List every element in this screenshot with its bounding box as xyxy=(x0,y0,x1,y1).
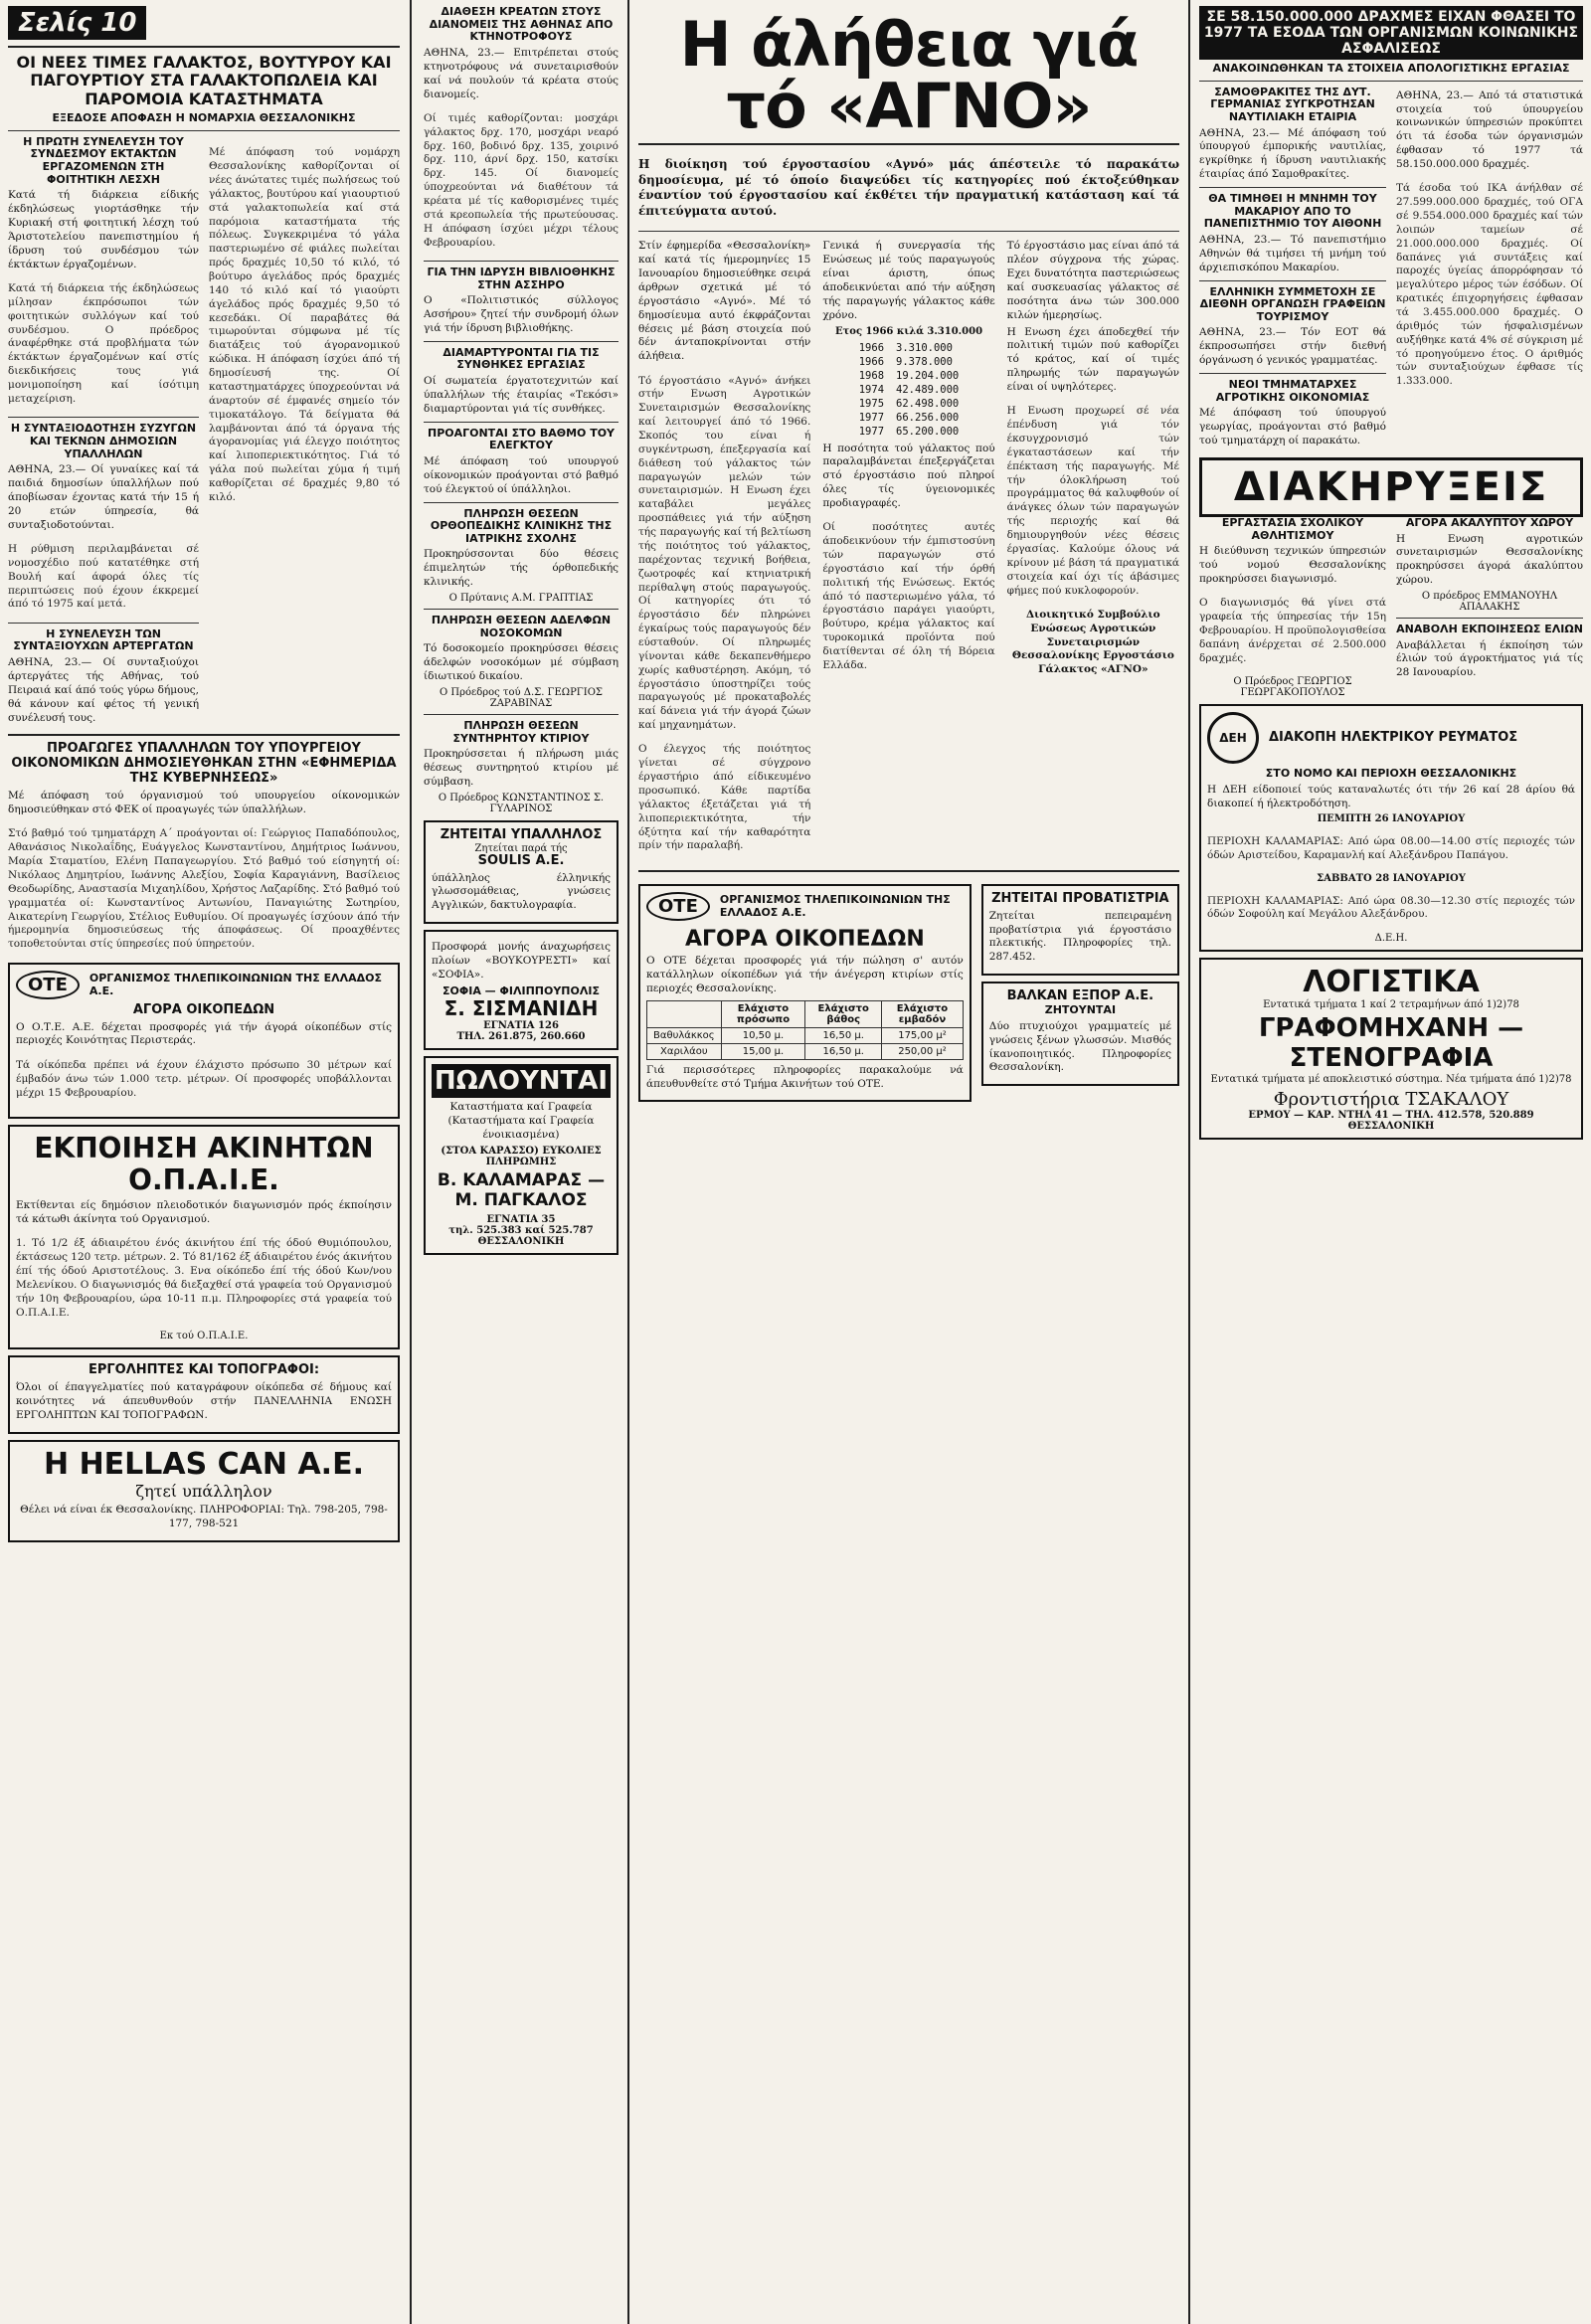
ote-logo: ΟΤΕ xyxy=(646,892,710,921)
production-row xyxy=(853,383,966,397)
ote-plots-title: ΑΓΟΡΑ ΟΙΚΟΠΕΔΩΝ xyxy=(684,926,925,952)
decl3-title: ΑΝΑΒΟΛΗ ΕΚΠΟΙΗΣΕΩΣ ΕΛΙΩΝ xyxy=(1396,622,1583,635)
soulis-text: ύπάλληλος έλληνικής γλωσσομάθειας, γνώσεις Αγγλικών, δακτυλογραφία. xyxy=(432,871,611,912)
sale-ad xyxy=(424,1056,619,1255)
deh-logo: ΔΕΗ xyxy=(1207,712,1259,764)
decl2-signature: Ο πρόεδρος ΕΜΜΑΝΟΥΗΛ ΑΠΑΛΑΚΗΣ xyxy=(1421,590,1558,613)
production-table xyxy=(853,341,966,439)
deh-title: ΔΙΑΚΟΠΗ ΗΛΕΚΤΡΙΚΟΥ ΡΕΥΜΑΤΟΣ xyxy=(1269,729,1518,745)
production-caption: Ετος 1966 κιλά 3.310.000 xyxy=(834,325,983,337)
building-signature: Ο Πρόεδρος ΚΩΝΣΤΑΝΤΙΝΟΣ Σ. ΓΥΛΑΡΙΝΟΣ xyxy=(438,792,605,814)
agno-body-e: Η Ενωση έχει άποδεχθεί τήν πολιτική τιμών πού καθορίζει τό κράτος, καί οί τιμές πληρωμής τών παραγωγών είναι οί υψηλότερες. xyxy=(1006,325,1179,393)
promote-text: Μέ άπόφαση τού υπουργού οίκονομικών προάγονται στό βαθμό τού έλεγκτού οί ύπάλληλοι. xyxy=(424,454,619,495)
hellas-can-title: Η HELLAS CAN Α.Ε. xyxy=(44,1446,364,1482)
plots-cell-depth: 16,50 μ. xyxy=(805,1027,882,1043)
deh-sub: ΣΤΟ ΝΟΜΟ ΚΑΙ ΠΕΡΙΟΧΗ ΘΕΣΣΑΛΟΝΙΚΗΣ xyxy=(1265,767,1517,781)
plots-row xyxy=(647,1043,964,1059)
travel-ad xyxy=(424,930,619,1050)
production-year: 1974 xyxy=(858,383,885,396)
clinic-text: Προκηρύσσονται δύο θέσεις έπιμελητών τής όρθοπεδικής κλινικής. xyxy=(424,548,619,589)
log-text2: Εντατικά τμήματα μέ αποκλειστικό σύστημα. Νέα τμήματα άπό 1)2)78 xyxy=(1210,1074,1572,1086)
plots-cell-front: 10,50 μ. xyxy=(721,1027,805,1043)
production-year: 1968 xyxy=(858,369,885,382)
production-kg: 42.489.000 xyxy=(896,383,960,396)
plots-cell-area: Βαθυλάκκος xyxy=(647,1027,722,1043)
engineers-text: Όλοι οί έπαγγελματίες πού καταγράφουν οίκόπεδα σέ δήμους καί κοινότητες νά άπευθυνθούν στήν ΠΑΝΕΛΛΗΝΙΑ ΕΝΩΣΗ ΕΡΓΟΛΗΠΤΩΝ ΚΑΙ ΤΟΠΟΓΡΑΦΩΝ. xyxy=(16,1381,392,1421)
agno-body-c: Η ποσότητα τού γάλακτος πού παραλαμβάνεται έπεξεργάζεται στό έργοστάσιο πού πληροί όλες τίς ύγειονομικές προδιαγραφές. xyxy=(822,442,995,509)
travel-text: Προσφορά μονής άναχωρήσεις πλοίων «ΒΟΥΚΟΥΡΕΣΤΙ» καί «ΣΟΦΙΑ». xyxy=(432,941,611,981)
bakers-text: ΑΘΗΝΑ, 23.— Οί συνταξιούχοι άρτεργάτες τής Αθήνας, τού Πειραιά καί άπό τούς γύρω δήμους, θά κάνουν καί φέτος τή γενική συνέλευσή τους. xyxy=(8,656,199,724)
insurance-banner: ΣΕ 58.150.000.000 ΔΡΑΧΜΕΣ ΕΙΧΑΝ ΦΘΑΣΕΙ ΤΟ 1977 ΤΑ ΕΣΟΔΑ ΤΩΝ ΟΡΓΑΝΙΣΜΩΝ ΚΟΙΝΩΝΙΚΗΣ ΑΣΦΑΛΙΣΕΩΣ xyxy=(1199,6,1583,60)
agno-body-a: Στίν έφημερίδα «Θεσσαλονίκη» καί κατά τίς ήμερομηνίες 15 Ιανουαρίου δημοσιεύθηκε σειρά άρθρων σχετικά μέ τό έργοστάσιο «Αγνό». Μέ τό δημοσίευμα αυτό έκφράζονται θέσεις μέ βάση στοιχεία πού δέν άνταποκρίνονται στήν άλήθεια. xyxy=(638,240,811,363)
decl2-text: Η Ενωση αγροτικών συνεταιρισμών Θεσσαλονίκης προκηρύσσει άγορά άκαλύπτου χώρου. xyxy=(1396,532,1583,587)
ote-org-name: ΟΡΓΑΝΙΣΜΟΣ ΤΗΛΕΠΙΚΟΙΝΩΝΙΩΝ ΤΗΣ ΕΛΛΑΔΟΣ Α.Ε. xyxy=(88,972,383,998)
plots-cell-depth: 16,50 μ. xyxy=(805,1043,882,1059)
plots-header xyxy=(647,1000,722,1027)
production-kg: 62.498.000 xyxy=(896,397,960,410)
soulis-name: SOULIS Α.Ε. xyxy=(477,852,565,868)
plots-table xyxy=(646,1000,964,1060)
nurse-signature: Ο Πρόεδρος τού Δ.Σ. ΓΕΩΡΓΙΟΣ ΖΑΡΑΒΙΝΑΣ xyxy=(440,686,603,709)
promotions-text: Μέ άπόφαση τού όργανισμού τού υπουργείου οίκονομικών δημοσιεύθηκαν στό ΦΕΚ οί προαγωγές τών ύπαλλήλων. xyxy=(8,790,400,816)
agno-body-d: Τό έργοστάσιο μας είναι άπό τά πλέον σύγχρονα τής χώρας. Εχει δυνατότητα παστεριώσεως καί συσκευασίας γάλακτος σέ ποσότητα άνω τών 300.000 κιλών ήμερησίως. xyxy=(1006,240,1179,321)
plots-header: Ελάχιστο βάθος xyxy=(805,1000,882,1027)
production-row xyxy=(853,411,966,425)
makarios-text: ΑΘΗΝΑ, 23.— Τό πανεπιστήμιο Αθηνών θά τιμήσει τή μνήμη τού άρχιεπισκόπου Μακαρίου. xyxy=(1199,233,1386,273)
engineers-ad xyxy=(8,1355,400,1434)
deh-signature: Δ.Ε.Η. xyxy=(1374,932,1408,944)
production-kg: 3.310.000 xyxy=(896,341,953,354)
meeting-text: Κατά τή διάρκεια είδικής έκδηλώσεως γιορτάσθηκε τήν Κυριακή στή φοιτητική λέσχη τού Άριστοτελείου πανεπιστημίου ή ίδρυση τού συνδέσμου τών έκτάκτων έργαζομένων. xyxy=(8,189,199,270)
plots-cell-size: 250,00 μ² xyxy=(882,1043,964,1059)
column-rule xyxy=(627,0,629,2324)
production-row xyxy=(853,369,966,383)
wanted-text: Ζητείται πεπειραμένη προβατίστρια γιά έργοστάσιο πλεκτικής. Πληροφορίες τηλ. 287.452. xyxy=(988,909,1171,964)
clinic-signature: Ο Πρύτανις Α.Μ. ΓΡΑΠΤΙΑΣ xyxy=(448,593,594,605)
production-year: 1977 xyxy=(858,425,885,438)
balkan-title: ΒΑΛΚΑΝ ΕΞΠΟΡ Α.Ε. xyxy=(1006,988,1154,1004)
tourism-headline: ΕΛΛΗΝΙΚΗ ΣΥΜΜΕΤΟΧΗ ΣΕ ΔΙΕΘΝΗ ΟΡΓΑΝΩΣΗ ΓΡΑΦΕΙΩΝ ΤΟΥΡΙΣΜΟΥ xyxy=(1199,284,1386,323)
opaie-text: Εκτίθενται είς δημόσιον πλειοδοτικόν διαγωνισμόν πρός έκποίησιν τά κάτωθι άκίνητα τού Οργανισμού. xyxy=(16,1199,392,1226)
soulis-sub: Ζητείται παρά τής xyxy=(474,842,568,854)
promote-headline: ΠΡΟΑΓΟΝΤΑΙ ΣΤΟ ΒΑΘΜΟ ΤΟΥ ΕΛΕΓΚΤΟΥ xyxy=(427,426,616,452)
shipping-text: ΑΘΗΝΑ, 23.— Μέ άπόφαση τού ύπουργού έμπορικής ναυτιλίας, εγκρίθηκε ή ίδρυση ναυτιλιακής έταιρίας άπό Σαμοθρακίτες. xyxy=(1199,126,1386,181)
log-title: ΛΟΓΙΣΤΙΚΑ xyxy=(1303,964,1480,999)
finance-text: Μέ άπόφαση τού ύπουργού γεωργίας, προάγονται στό βαθμό τού τμηματάρχη οί παρακάτω. xyxy=(1199,407,1386,447)
building-headline: ΠΛΗΡΩΣΗ ΘΕΣΕΩΝ ΣΥΝΤΗΡΗΤΟΥ ΚΤΙΡΙΟΥ xyxy=(452,718,590,745)
wanted-ad xyxy=(981,884,1179,976)
soulis-title: ΖΗΤΕΙΤΑΙ ΥΠΑΛΛΗΛΟΣ xyxy=(440,826,603,842)
production-year: 1966 xyxy=(858,355,885,368)
plots-cell-front: 15,00 μ. xyxy=(721,1043,805,1059)
makarios-headline: ΘΑ ΤΙΜΗΘΕΙ Η ΜΝΗΜΗ ΤΟΥ ΜΑΚΑΡΙΟΥ ΑΠΟ ΤΟ ΠΑΝΕΠΙΣΤΗΜΙΟ ΤΟΥ ΑΙΘΟΝΗ xyxy=(1203,192,1382,231)
travel-address: ΕΓΝΑΤΙΑ 126 xyxy=(483,1020,559,1032)
travel-agent: Σ. ΣΙΣΜΑΝΙΔΗ xyxy=(443,996,599,1021)
decl1-signature: Ο Πρόεδρος ΓΕΩΡΓΙΟΣ ΓΕΩΡΓΑΚΟΠΟΥΛΟΣ xyxy=(1233,676,1352,699)
protest-headline: ΔΙΑΜΑΡΤΥΡΟΝΤΑΙ ΓΙΑ ΤΙΣ ΣΥΝΘΗΚΕΣ ΕΡΓΑΣΙΑΣ xyxy=(442,345,600,372)
plots-row xyxy=(647,1027,964,1043)
decl1-title: ΕΡΓΑΣΤΑΣΙΑ ΣΧΟΛΙΚΟΥ ΑΘΛΗΤΙΣΜΟΥ xyxy=(1221,515,1364,542)
sale-phone: τηλ. 525.383 καί 525.787 xyxy=(448,1225,594,1237)
balkan-text: Δύο πτυχιούχοι γραμματείς μέ γνώσεις ξένων γλωσσών. Μισθός ίκανοποιητικός. Πληροφορίες Θεσσαλονίκη. xyxy=(988,1019,1171,1074)
protest-text: Οί σωματεία έργατοτεχνιτών καί ύπαλλήλων τής έταιρίας «Τεκόσι» διαμαρτύρονται γιά τίς συνθήκες. xyxy=(424,375,619,415)
log-city: ΘΕΣΣΑΛΟΝΙΚΗ xyxy=(1347,1121,1435,1133)
ote-ad-text: Ο Ο.Τ.Ε. Α.Ε. δέχεται προσφορές γιά τήν άγορά οίκοπέδων στίς περιοχές Κοινότητας Περιστεράς. xyxy=(16,1020,392,1047)
decl1-text: Η διεύθυνση τεχνικών ύπηρεσιών τού νομού Θεσσαλονίκης προκηρύσσει διαγωνισμό. xyxy=(1199,545,1386,585)
ote-logo: ΟΤΕ xyxy=(16,971,80,999)
travel-name: ΣΟΦΙΑ — ΦΙΛΙΠΠΟΥΠΟΛΙΣ xyxy=(442,983,600,997)
agno-lead: Η διοίκηση τού έργοστασίου «Αγνό» μάς άπέστειλε τό παρακάτω δημοσίευμα, μέ τό όποίο διαψεύδει τίς κατηγορίες πού έκτοξεύθηκαν έναντίον τού έργοστασίου καί έκθέτει τήν πραγματική κατάσταση καί τά έπιτεύγματα αυτού. xyxy=(638,157,1179,218)
production-row xyxy=(853,355,966,369)
milk-subheadline: ΕΞΕΔΟΣΕ ΑΠΟΦΑΣΗ Η ΝΟΜΑΡΧΙΑ ΘΕΣΣΑΛΟΝΙΚΗΣ xyxy=(52,111,356,125)
plots-cell-size: 175,00 μ² xyxy=(882,1027,964,1043)
sale-text: Καταστήματα καί Γραφεία (Καταστήματα καί Γραφεία ένοικιασμένα) xyxy=(447,1101,595,1142)
deh-ad: ΔΕΗ ΔΙΑΚΟΠΗ ΗΛΕΚΤΡΙΚΟΥ ΡΕΥΜΑΤΟΣ ΣΤΟ ΝΟΜΟ ΚΑΙ ΠΕΡΙΟΧΗ ΘΕΣΣΑΛΟΝΙΚΗΣ Η ΔΕΗ είδοποιεί τούς καταναλωτές ότι τήν 26 καί 28 άρίου θά διακοπεί ή ήλεκτροδότηση. ΠΕΜΠΤΗ 26 ΙΑΝΟΥΑΡΙΟΥ ΠΕΡΙΟΧΗ ΚΑΛΑΜΑΡΙΑΣ: Από ώρα 08.00—14.00 στίς περιοχές τών όδών Αριστείδου, Καραμανλή καί Αλεξάνδρου Παπάγου. ΣΑΒΒΑΤΟ 28 ΙΑΝΟΥΑΡΙΟΥ ΠΕΡΙΟΧΗ ΚΑΛΑΜΑΡΙΑΣ: Από ώρα 08.30—12.30 στίς περιοχές τών όδών Σοφούλη καί Μεγάλου Αλεξάνδρου. Δ.Ε.Η. xyxy=(1199,704,1583,952)
sale-address: ΕΓΝΑΤΙΑ 35 xyxy=(486,1214,556,1226)
meeting-headline: Η ΠΡΩΤΗ ΣΥΝΕΛΕΥΣΗ ΤΟΥ ΣΥΝΔΕΣΜΟΥ ΕΚΤΑΚΤΩΝ ΕΡΓΑΖΟΜΕΝΩΝ ΣΤΗ ΦΟΙΤΗΤΙΚΗ ΛΕΣΧΗ xyxy=(23,134,184,186)
log-school: Φροντιστήρια ΤΣΑΚΑΛΟΥ xyxy=(1273,1089,1509,1111)
column-3: Η άλήθεια γιά τό «ΑΓΝΟ» Η διοίκηση τού έργοστασίου «Αγνό» μάς άπέστειλε τό παρακάτω δημοσίευμα, μέ τό όποίο διαψεύδει τίς κατηγορίες πού έκτοξεύθηκαν έναντίον τού έργοστασίου καί έκθέτει τήν πραγματική κατάσταση καί τά έπιτεύγματα αυτού. Στίν έφημερίδα «Θεσσαλονίκη» καί κατά τίς ήμερομηνίες 15 Ιανουαρίου δημοσιεύθηκε σειρά άρθρων σχετικά μέ τό έργοστάσιο «Αγνό». Μέ τό δημοσίευμα αυτό έκφράζονται θέσεις μέ βάση στοιχεία πού δέν άνταποκρίνονται στήν άλήθεια. Τό έργοστάσιο «Αγνό» άνήκει στήν Ενωση Αγροτικών Συνεταιρισμών Θεσσαλονίκης καί λειτουργεί άπό τό 1966. Σκοπός του είναι ή συγκέντρωση, έπεξεργασία καί διάθεση τού γάλακτος τών παραγωγών μελών τών συνεταιρισμών. Η Ενωση έχει καταβάλει μεγάλες προσπάθειες γιά τήν αύξηση τής παραγωγής καί τή βελτίωση τής ποιότητος τού γάλακτος, παρέχοντας τεχνική βοήθεια, ζωοτροφές καί κτηνιατρική περίθαλψη στούς παραγωγούς. Οί κατηγορίες ότι τό έργοστάσιο δέν πληρώνει έγκαίρως τούς παραγωγούς δέν εύσταθούν. Οί πληρωμές γίνονται κάθε δεκαπενθήμερο χωρίς καθυστέρηση. Ακόμη, τό έργοστάσιο ύποστηρίζει τούς παραγωγούς μέ προκαταβολές καί δάνεια γιά τήν άγορά ζώων καί μηχανημάτων. Ο έλεγχος τής ποιότητος γίνεται σέ σύγχρονο έργαστήριο άπό είδικευμένο προσωπικό. Κάθε παρτίδα γάλακτος έξετάζεται γιά τή λιποπεριεκτικότητα, τήν όξύτητα καί τήν καθαρότητα πρίν τήν παραλαβή. Γενικά ή συνεργασία τής Ενώσεως μέ τούς παραγωγούς είναι άριστη, όπως άποδεικνύεται από τήν αύξηση τής παραγωγής γάλακτος κάθε χρόνο. Ετος 1966 κιλά 3.310.000 1966 3.310.000 1966 9.378.000 1968 19.204.000 1974 42.489.000 1975 62.498.000 1977 66.256.000 1977 65.200.000 Η ποσότητα τού γάλακτος πού παραλαμβάνεται έπεξεργάζεται στό έργοστάσιο πού πληροί όλες τίς ύγειονομικές προδιαγραφές. Οί ποσότητες αυτές άποδεικνύουν τήν έμπιστοσύνη τών παραγωγών στό έργοστάσιο καί τήν όρθή πολιτική τής Ενώσεως. Εκτός άπό τό παστεριωμένο γάλα, τό έργοστάσιο παράγει γιαούρτι, βούτυρο, κρέμα γάλακτος καί τυροκομικά προϊόντα πού διατίθενται σέ όλη τή Βόρεια Ελλάδα. Τό έργοστάσιο μας είναι άπό τά πλέον σύγχρονα τής χώρας. Εχει δυνατότητα παστεριώσεως καί συσκευασίας γάλακτος σέ ποσότητα άνω τών 300.000 κιλών ήμερησίως. Η Ενωση έχει άποδεχθεί τήν πολιτική τιμών πού καθορίζει τό κράτος, καί οί τιμές πληρωμής τών παραγωγών είναι οί υψηλότερες. Η Ενωση προχωρεί σέ νέα έπένδυση γιά τόν έκσυγχρονισμό τών έγκαταστάσεων καί τήν έπέκταση τής παραγωγής. Μέ τήν όλοκλήρωση τού προγράμματος θά καλυφθούν οί άνάγκες όλων τών παραγωγών τής περιοχής καί θά δημιουργηθούν νέες θέσεις έργασίας. Καλούμε όλους νά κρίνουν μέ βάση τά πραγματικά στοιχεία καί όχι τίς άβάσιμες φήμες πού κυκλοφορούν. Διοικητικό Συμβούλιο Ενώσεως Αγροτικών Συνεταιρισμών Θεσσαλονίκης Εργοστάσιο Γάλακτος «ΑΓΝΟ» ΟΤΕ ΟΡΓΑΝΙΣΜΟΣ ΤΗΛΕΠΙΚΟΙΝΩΝΙΩΝ ΤΗΣ ΕΛΛΑΔΟΣ Α.Ε. ΑΓΟΡΑ ΟΙΚΟΠΕΔΩΝ Ο ΟΤΕ δέχεται προσφορές γιά τήν πώληση σ' αυτόν κατάλληλων οίκοπέδων γιά τήν άνέγερση κτιρίων στίς περιοχές Θεσσαλονίκης. Ελάχιστο πρόσωπο Ελάχιστο βάθος Ελάχιστο εμβαδόν Βαθυλάκκος 10,50 μ. 16,50 μ. 175,00 μ² Χαριλάου 15,00 μ. 16,50 μ. 250,00 μ² Γιά περισσότερες πληροφορίες παρακαλούμε νά άπευθυνθείτε στό Τμήμα Ακινήτων τού ΟΤΕ. ΖΗΤΕΙΤΑΙ ΠΡΟΒΑΤΙΣΤΡΙΑ Ζητείται πεπειραμένη προβατίστρια γιά έργοστάσιο πλεκτικής. Πληροφορίες τηλ. 287.452. ΒΑΛΚΑΝ ΕΞΠΟΡ Α.Ε. ΖΗΤΟΥΝΤΑΙ Δύο πτυχιούχοι γραμματείς μέ γνώσεις ξένων γλωσσών. Μισθός ίκανοποιητικός. Πληροφορίες Θεσσαλονίκη. xyxy=(630,0,1187,2324)
clinic-headline: ΠΛΗΡΩΣΗ ΘΕΣΕΩΝ ΟΡΘΟΠΕΔΙΚΗΣ ΚΛΙΝΙΚΗΣ ΤΗΣ ΙΑΤΡΙΚΗΣ ΣΧΟΛΗΣ xyxy=(430,506,613,545)
agno-headline: Η άλήθεια γιά τό «ΑΓΝΟ» xyxy=(679,8,1139,142)
sale-city: ΘΕΣΣΑΛΟΝΙΚΗ xyxy=(477,1236,565,1248)
production-row xyxy=(853,397,966,411)
hellas-can-ad xyxy=(8,1440,400,1542)
agno-body-b: Γενικά ή συνεργασία τής Ενώσεως μέ τούς παραγωγούς είναι άριστη, όπως άποδεικνύεται από τήν αύξηση τής παραγωγής γάλακτος κάθε χρόνο. xyxy=(822,240,995,321)
production-kg: 19.204.000 xyxy=(896,369,960,382)
balkan-ad xyxy=(981,982,1179,1086)
production-year: 1975 xyxy=(858,397,885,410)
plots-cell-area: Χαριλάου xyxy=(647,1043,722,1059)
building-text: Προκηρύσσεται ή πλήρωση μιάς θέσεως συντηρητού κτιρίου μέ σύμβαση. xyxy=(424,748,619,788)
agno-signature: Διοικητικό Συμβούλιο Ενώσεως Αγροτικών Συνεταιρισμών Θεσσαλονίκης Εργοστάσιο Γάλακτος «ΑΓΝΟ» xyxy=(1011,608,1174,676)
hellas-can-text: Θέλει νά είναι έκ Θεσσαλονίκης. ΠΛΗΡΟΦΟΡΙΑΙ: Τηλ. 798-205, 798-177, 798-521 xyxy=(20,1504,388,1529)
pensioners-headline: Η ΣΥΝΤΑΞΙΟΔΟΤΗΣΗ ΣΥΖΥΓΩΝ ΚΑΙ ΤΕΚΝΩΝ ΔΗΜΟΣΙΩΝ ΥΠΑΛΛΗΛΩΝ xyxy=(10,422,197,460)
soulis-ad xyxy=(424,820,619,924)
milk-headline: ΟΙ ΝΕΕΣ ΤΙΜΕΣ ΓΑΛΑΚΤΟΣ, ΒΟΥΤΥΡΟΥ ΚΑΙ ΠΑΓΟΥΡΤΙΟΥ ΣΤΑ ΓΑΛΑΚΤΟΠΩΛΕΙΑ ΚΑΙ ΠΑΡΟΜΟΙΑ ΚΑΤΑΣΤΗΜΑΤΑ xyxy=(16,53,392,108)
hellas-can-sub: ζητεί υπάλληλον xyxy=(135,1482,272,1502)
ote-land-ad: ΟΤΕ ΟΡΓΑΝΙΣΜΟΣ ΤΗΛΕΠΙΚΟΙΝΩΝΙΩΝ ΤΗΣ ΕΛΛΑΔΟΣ Α.Ε. ΑΓΟΡΑ ΟΙΚΟΠΕΔΩΝ Ο Ο.Τ.Ε. Α.Ε. δέχεται προσφορές γιά τήν άγορά οίκοπέδων στίς περιοχές Κοινότητας Περιστεράς. Τά οίκόπεδα πρέπει νά έχουν έλάχιστο πρόσωπο 30 μέτρων καί έμβαδόν άνω τών 1.000 τετρ. μέτρων. Οί προσφορές υποβάλλονται μέχρι 15 Φεβρουαρίου. xyxy=(8,963,400,1119)
log-title2: ΓΡΑΦΟΜΗΧΑΝΗ — ΣΤΕΝΟΓΡΑΦΙΑ xyxy=(1258,1013,1524,1074)
opaie-ad: ΕΚΠΟΙΗΣΗ ΑΚΙΝΗΤΩΝ Ο.Π.Α.Ι.Ε. Εκτίθενται είς δημόσιον πλειοδοτικόν διαγωνισμόν πρός έκποίησιν τά κάτωθι άκίνητα τού Οργανισμού. 1. Τό 1/2 έξ άδιαιρέτου ένός άκινήτου έπί τής όδού Θυμιόπουλου, έκτάσεως 120 τετρ. μέτρων. 2. Τό 81/162 έξ άδιαιρέτου ένός άκινήτου έπί τής όδού Αριστοτέλους. 3. Ενα οίκόπεδο έπί τής όδού Κων/νου Μελενίκου. Ο διαγωνισμός θά διεξαχθεί στά γραφεία τού Οργανισμού τήν 10η Φεβρουαρίου, ώρα 10-11 π.μ. Πληροφορίες στά γραφεία τού Ο.Π.Α.Ι.Ε. Εκ τού Ο.Π.Α.Ι.Ε. xyxy=(8,1125,400,1349)
log-address: ΕΡΜΟΥ — ΚΑΡ. ΝΤΗΛ 41 — ΤΗΛ. 412.578, 520.889 xyxy=(1248,1110,1534,1122)
page-number-logo: Σελίς 10 xyxy=(8,6,146,40)
sale-sub: (ΣΤΟΑ ΚΑΡΑΣΣΟ) ΕΥΚΟΛΙΕΣ ΠΛΗΡΩΜΗΣ xyxy=(441,1146,602,1167)
production-kg: 66.256.000 xyxy=(896,411,960,424)
column-2: ΔΙΑΘΕΣΗ ΚΡΕΑΤΩΝ ΣΤΟΥΣ ΔΙΑΝΟΜΕΙΣ ΤΗΣ ΑΘΗΝΑΣ ΑΠΟ ΚΤΗΝΟΤΡΟΦΟΥΣ ΑΘΗΝΑ, 23.— Επιτρέπεται στούς κτηνοτρόφους νά συνεταιρισθούν καί νά πουλούν τά κρέατα στούς διανομείς. Οί τιμές καθορίζονται: μοσχάρι γάλακτος δρχ. 170, μοσχάρι νεαρό δρχ. 160, βοδινό δρχ. 135, χοιρινό δρχ. 110, άρνί δρχ. 150, κατσίκι δρχ. 145. Οί διανομείς ύποχρεούνται νά διαθέτουν τά κρέατα μέ τίς καθορισμένες τιμές στά κρεοπωλεία τής πρωτεύουσας. Η άπόφαση ίσχύει μέχρι τέλους Φεβρουαρίου. ΓΙΑ ΤΗΝ ΙΔΡΥΣΗ ΒΙΒΛΙΟΘΗΚΗΣ ΣΤΗΝ ΑΣΣΗΡΟ Ο «Πολιτιστικός σύλλογος Ασσήρου» ζητεί τήν συνδρομή όλων γιά τήν ίδρυση βιβλιοθήκης. ΔΙΑΜΑΡΤΥΡΟΝΤΑΙ ΓΙΑ ΤΙΣ ΣΥΝΘΗΚΕΣ ΕΡΓΑΣΙΑΣ Οί σωματεία έργατοτεχνιτών καί ύπαλλήλων τής έταιρίας «Τεκόσι» διαμαρτύρονται γιά τίς συνθήκες. ΠΡΟΑΓΟΝΤΑΙ ΣΤΟ ΒΑΘΜΟ ΤΟΥ ΕΛΕΓΚΤΟΥ Μέ άπόφαση τού υπουργού οίκονομικών προάγονται στό βαθμό τού έλεγκτού οί ύπάλληλοι. ΠΛΗΡΩΣΗ ΘΕΣΕΩΝ ΟΡΘΟΠΕΔΙΚΗΣ ΚΛΙΝΙΚΗΣ ΤΗΣ ΙΑΤΡΙΚΗΣ ΣΧΟΛΗΣ Προκηρύσσονται δύο θέσεις έπιμελητών τής όρθοπεδικής κλινικής. Ο Πρύτανις Α.Μ. ΓΡΑΠΤΙΑΣ ΠΛΗΡΩΣΗ ΘΕΣΕΩΝ ΑΔΕΛΦΩΝ ΝΟΣΟΚΟΜΩΝ Τό δοσοκομείο προκηρύσσει θέσεις άδελφών νοσοκόμων μέ σύμβαση ίδιωτικού δικαίου. Ο Πρόεδρος τού Δ.Σ. ΓΕΩΡΓΙΟΣ ΖΑΡΑΒΙΝΑΣ ΠΛΗΡΩΣΗ ΘΕΣΕΩΝ ΣΥΝΤΗΡΗΤΟΥ ΚΤΙΡΙΟΥ Προκηρύσσεται ή πλήρωση μιάς θέσεως συντηρητού κτιρίου μέ σύμβαση. Ο Πρόεδρος ΚΩΝΣΤΑΝΤΙΝΟΣ Σ. ΓΥΛΑΡΙΝΟΣ ΖΗΤΕΙΤΑΙ ΥΠΑΛΛΗΛΟΣ Ζητείται παρά τής SOULIS Α.Ε. ύπάλληλος έλληνικής γλωσσομάθειας, γνώσεις Αγγλικών, δακτυλογραφία. Προσφορά μονής άναχωρήσεις πλοίων «ΒΟΥΚΟΥΡΕΣΤΙ» καί «ΣΟΦΙΑ». ΣΟΦΙΑ — ΦΙΛΙΠΠΟΥΠΟΛΙΣ Σ. ΣΙΣΜΑΝΙΔΗ ΕΓΝΑΤΙΑ 126 ΤΗΛ. 261.875, 260.660 ΠΩΛΟΥΝΤΑΙ Καταστήματα καί Γραφεία (Καταστήματα καί Γραφεία ένοικιασμένα) (ΣΤΟΑ ΚΑΡΑΣΣΟ) ΕΥΚΟΛΙΕΣ ΠΛΗΡΩΜΗΣ Β. ΚΑΛΑΜΑΡΑΣ — Μ. ΠΑΓΚΑΛΟΣ ΕΓΝΑΤΙΑ 35 τηλ. 525.383 καί 525.787 ΘΕΣΣΑΛΟΝΙΚΗ xyxy=(416,0,626,2324)
plots-header: Ελάχιστο εμβαδόν xyxy=(882,1000,964,1027)
bakers-headline: Η ΣΥΝΕΛΕΥΣΗ ΤΩΝ ΣΥΝΤΑΞΙΟΥΧΩΝ ΑΡΤΕΡΓΑΤΩΝ xyxy=(13,626,194,653)
plots-header: Ελάχιστο πρόσωπο xyxy=(721,1000,805,1027)
column-rule xyxy=(1188,0,1190,2324)
meat-headline: ΔΙΑΘΕΣΗ ΚΡΕΑΤΩΝ ΣΤΟΥΣ ΔΙΑΝΟΜΕΙΣ ΤΗΣ ΑΘΗΝΑΣ ΑΠΟ ΚΤΗΝΟΤΡΟΦΟΥΣ xyxy=(429,5,614,44)
nurse-headline: ΠΛΗΡΩΣΗ ΘΕΣΕΩΝ ΑΔΕΛΦΩΝ ΝΟΣΟΚΟΜΩΝ xyxy=(431,614,612,639)
library-text: Ο «Πολιτιστικός σύλλογος Ασσήρου» ζητεί τήν συνδρομή όλων γιά τήν ίδρυση βιβλιοθήκης. xyxy=(424,294,619,334)
engineers-title: ΕΡΓΟΛΗΠΤΕΣ ΚΑΙ ΤΟΠΟΓΡΑΦΟΙ: xyxy=(88,1362,320,1378)
shipping-headline: ΣΑΜΟΘΡΑΚΙΤΕΣ ΤΗΣ ΔΥΤ. ΓΕΡΜΑΝΙΑΣ ΣΥΓΚΡΟΤΗΣΑΝ ΝΑΥΤΙΛΙΑΚΗ ΕΤΑΙΡΙΑ xyxy=(1210,85,1375,123)
library-headline: ΓΙΑ ΤΗΝ ΙΔΡΥΣΗ ΒΙΒΛΙΟΘΗΚΗΣ ΣΤΗΝ ΑΣΣΗΡΟ xyxy=(427,265,616,291)
balkan-sub: ΖΗΤΟΥΝΤΑΙ xyxy=(1044,1003,1117,1017)
tsakalou-ad xyxy=(1199,958,1583,1140)
deh-day1: ΠΕΜΠΤΗ 26 ΙΑΝΟΥΑΡΙΟΥ xyxy=(1317,813,1466,825)
production-year: 1977 xyxy=(858,411,885,424)
ote-ad-title: ΑΓΟΡΑ ΟΙΚΟΠΕΔΩΝ xyxy=(132,1001,275,1017)
production-kg: 65.200.000 xyxy=(896,425,960,438)
deh-text: Η ΔΕΗ είδοποιεί τούς καταναλωτές ότι τήν 26 καί 28 άρίου θά διακοπεί ή ήλεκτροδότηση. xyxy=(1207,783,1575,809)
production-row xyxy=(853,425,966,439)
insurance-sub: ΑΝΑΚΟΙΝΩΘΗΚΑΝ ΤΑ ΣΤΟΙΧΕΙΑ ΑΠΟΛΟΓΙΣΤΙΚΗΣ ΕΡΓΑΣΙΑΣ xyxy=(1212,62,1570,75)
stats-text: ΑΘΗΝΑ, 23.— Από τά στατιστικά στοιχεία τού ύπουργείου κοινωνικών ύπηρεσιών προκύπτει ότι τά έσοδα τών όργανισμών έφθασαν τό 1977 τά 58.150.000.000 δραχμές. xyxy=(1396,89,1583,170)
log-text1: Εντατικά τμήματα 1 καί 2 τετραμήνων άπό 1)2)78 xyxy=(1263,999,1519,1011)
column-rule xyxy=(410,0,412,2324)
deh-day2: ΣΑΒΒΑΤΟ 28 ΙΑΝΟΥΑΡΙΟΥ xyxy=(1317,873,1466,885)
nurse-text: Τό δοσοκομείο προκηρύσσει θέσεις άδελφών νοσοκόμων μέ σύμβαση ίδιωτικού δικαίου. xyxy=(424,642,619,683)
ote-org-name: ΟΡΓΑΝΙΣΜΟΣ ΤΗΛΕΠΙΚΟΙΝΩΝΙΩΝ ΤΗΣ ΕΛΛΑΔΟΣ Α.Ε. xyxy=(719,893,951,920)
wanted-title: ΖΗΤΕΙΤΑΙ ΠΡΟΒΑΤΙΣΤΡΙΑ xyxy=(991,890,1169,906)
column-4: ΣΕ 58.150.000.000 ΔΡΑΧΜΕΣ ΕΙΧΑΝ ΦΘΑΣΕΙ ΤΟ 1977 ΤΑ ΕΣΟΔΑ ΤΩΝ ΟΡΓΑΝΙΣΜΩΝ ΚΟΙΝΩΝΙΚΗΣ ΑΣΦΑΛΙΣΕΩΣ ΑΝΑΚΟΙΝΩΘΗΚΑΝ ΤΑ ΣΤΟΙΧΕΙΑ ΑΠΟΛΟΓΙΣΤΙΚΗΣ ΕΡΓΑΣΙΑΣ ΣΑΜΟΘΡΑΚΙΤΕΣ ΤΗΣ ΔΥΤ. ΓΕΡΜΑΝΙΑΣ ΣΥΓΚΡΟΤΗΣΑΝ ΝΑΥΤΙΛΙΑΚΗ ΕΤΑΙΡΙΑ ΑΘΗΝΑ, 23.— Μέ άπόφαση τού ύπουργού έμπορικής ναυτιλίας, εγκρίθηκε ή ίδρυση ναυτιλιακής έταιρίας άπό Σαμοθρακίτες. ΘΑ ΤΙΜΗΘΕΙ Η ΜΝΗΜΗ ΤΟΥ ΜΑΚΑΡΙΟΥ ΑΠΟ ΤΟ ΠΑΝΕΠΙΣΤΗΜΙΟ ΤΟΥ ΑΙΘΟΝΗ ΑΘΗΝΑ, 23.— Τό πανεπιστήμιο Αθηνών θά τιμήσει τή μνήμη τού άρχιεπισκόπου Μακαρίου. ΕΛΛΗΝΙΚΗ ΣΥΜΜΕΤΟΧΗ ΣΕ ΔΙΕΘΝΗ ΟΡΓΑΝΩΣΗ ΓΡΑΦΕΙΩΝ ΤΟΥΡΙΣΜΟΥ ΑΘΗΝΑ, 23.— Τόν ΕΟΤ θά έκπροσωπήσει στήν διεθνή όργάνωση ό γενικός γραμματέας. ΝΕΟΙ ΤΜΗΜΑΤΑΡΧΕΣ ΑΓΡΟΤΙΚΗΣ ΟΙΚΟΝΟΜΙΑΣ Μέ άπόφαση τού ύπουργού γεωργίας, προάγονται στό βαθμό τού τμηματάρχη οί παρακάτω. ΑΘΗΝΑ, 23.— Από τά στατιστικά στοιχεία τού ύπουργείου κοινωνικών ύπηρεσιών προκύπτει ότι τά έσοδα τών όργανισμών έφθασαν τό 1977 τά 58.150.000.000 δραχμές. Τά έσοδα τού ΙΚΑ άνήλθαν σέ 27.599.000.000 δραχμές, τού ΟΓΑ σέ 9.554.000.000 δραχμές καί τών λοιπών ταμείων σέ 21.000.000.000 δραχμές. Οί δαπάνες γιά συντάξεις καί παροχές ύγείας άπορρόφησαν τό μεγαλύτερο μέρος τών έσόδων. Οί κρατικές έπιχορηγήσεις έφθασαν τά 3.455.000.000 δραχμές. Ο άριθμός τών ήσφαλισμένων αυξήθηκε κατά 4% σέ σύγκριση μέ τό προηγούμενο έτος. Ο άριθμός τών συνταξιούχων έφθασε τίς 1.333.000. ΔΙΑΚΗΡΥΞΕΙΣ ΕΡΓΑΣΤΑΣΙΑ ΣΧΟΛΙΚΟΥ ΑΘΛΗΤΙΣΜΟΥ Η διεύθυνση τεχνικών ύπηρεσιών τού νομού Θεσσαλονίκης προκηρύσσει διαγωνισμό. Ο διαγωνισμός θά γίνει στά γραφεία τής ύπηρεσίας τήν 15η Φεβρουαρίου. Η προϋπολογισθείσα δαπάνη άνέρχεται σέ 2.500.000 δραχμές. Ο Πρόεδρος ΓΕΩΡΓΙΟΣ ΓΕΩΡΓΑΚΟΠΟΥΛΟΣ ΑΓΟΡΑ ΑΚΑΛΥΠΤΟΥ ΧΩΡΟΥ Η Ενωση αγροτικών συνεταιρισμών Θεσσαλονίκης προκηρύσσει άγορά άκαλύπτου χώρου. Ο πρόεδρος ΕΜΜΑΝΟΥΗΛ ΑΠΑΛΑΚΗΣ ΑΝΑΒΟΛΗ ΕΚΠΟΙΗΣΕΩΣ ΕΛΙΩΝ Αναβάλλεται ή έκποίηση τών έλιών τού άγροκτήματος γιά τίς 28 Ιανουαρίου. ΔΕΗ ΔΙΑΚΟΠΗ ΗΛΕΚΤΡΙΚΟΥ ΡΕΥΜΑΤΟΣ ΣΤΟ ΝΟΜΟ ΚΑΙ ΠΕΡΙΟΧΗ ΘΕΣΣΑΛΟΝΙΚΗΣ Η ΔΕΗ είδοποιεί τούς καταναλωτές ότι τήν 26 καί 28 άρίου θά διακοπεί ή ήλεκτροδότηση. ΠΕΜΠΤΗ 26 ΙΑΝΟΥΑΡΙΟΥ ΠΕΡΙΟΧΗ ΚΑΛΑΜΑΡΙΑΣ: Από ώρα 08.00—14.00 στίς περιοχές τών όδών Αριστείδου, Καραμανλή καί Αλεξάνδρου Παπάγου. ΣΑΒΒΑΤΟ 28 ΙΑΝΟΥΑΡΙΟΥ ΠΕΡΙΟΧΗ ΚΑΛΑΜΑΡΙΑΣ: Από ώρα 08.30—12.30 στίς περιοχές τών όδών Σοφούλη καί Μεγάλου Αλεξάνδρου. Δ.Ε.Η. ΛΟΓΙΣΤΙΚΑ Εντατικά τμήματα 1 καί 2 τετραμήνων άπό 1)2)78 ΓΡΑΦΟΜΗΧΑΝΗ — ΣΤΕΝΟΓΡΑΦΙΑ Εντατικά τμήματα μέ αποκλειστικό σύστημα. Νέα τμήματα άπό 1)2)78 Φροντιστήρια ΤΣΑΚΑΛΟΥ ΕΡΜΟΥ — ΚΑΡ. ΝΤΗΛ 41 — ΤΗΛ. 412.578, 520.889 ΘΕΣΣΑΛΟΝΙΚΗ xyxy=(1191,0,1591,2324)
masthead xyxy=(8,6,400,40)
opaie-signature: Εκ τού Ο.Π.Α.Ι.Ε. xyxy=(159,1331,249,1342)
travel-phone: ΤΗΛ. 261.875, 260.660 xyxy=(456,1031,586,1043)
finance-headline: ΝΕΟΙ ΤΜΗΜΑΤΑΡΧΕΣ ΑΓΡΟΤΙΚΗΣ ΟΙΚΟΝΟΜΙΑΣ xyxy=(1215,378,1370,404)
ote-plots-text: Ο ΟΤΕ δέχεται προσφορές γιά τήν πώληση σ' αυτόν κατάλληλων οίκοπέδων γιά τήν άνέγερση κτιρίων στίς περιοχές Θεσσαλονίκης. xyxy=(646,955,964,994)
sale-name: Β. ΚΑΛΑΜΑΡΑΣ — Μ. ΠΑΓΚΑΛΟΣ xyxy=(437,1170,606,1210)
column-1: Σελίς 10 ΟΙ ΝΕΕΣ ΤΙΜΕΣ ΓΑΛΑΚΤΟΣ, ΒΟΥΤΥΡΟΥ ΚΑΙ ΠΑΓΟΥΡΤΙΟΥ ΣΤΑ ΓΑΛΑΚΤΟΠΩΛΕΙΑ ΚΑΙ ΠΑΡΟΜΟΙΑ ΚΑΤΑΣΤΗΜΑΤΑ ΕΞΕΔΟΣΕ ΑΠΟΦΑΣΗ Η ΝΟΜΑΡΧΙΑ ΘΕΣΣΑΛΟΝΙΚΗΣ Η ΠΡΩΤΗ ΣΥΝΕΛΕΥΣΗ ΤΟΥ ΣΥΝΔΕΣΜΟΥ ΕΚΤΑΚΤΩΝ ΕΡΓΑΖΟΜΕΝΩΝ ΣΤΗ ΦΟΙΤΗΤΙΚΗ ΛΕΣΧΗ Κατά τή διάρκεια είδικής έκδηλώσεως γιορτάσθηκε τήν Κυριακή στή φοιτητική λέσχη τού Άριστοτελείου πανεπιστημίου ή ίδρυση τού συνδέσμου τών έκτάκτων έργαζομένων. Κατά τή διάρκεια τής έκδηλώσεως μίλησαν έκπρόσωποι τών φοιτητικών συλλόγων καί τού συνδέσμου. Ο πρόεδρος άναφέρθηκε στά προβλήματα τών έκτάκτων έργαζομένων καί στίς διεκδικήσεις τους γιά μονιμοποίηση καί ίσότιμη μεταχείριση. Η ΣΥΝΤΑΞΙΟΔΟΤΗΣΗ ΣΥΖΥΓΩΝ ΚΑΙ ΤΕΚΝΩΝ ΔΗΜΟΣΙΩΝ ΥΠΑΛΛΗΛΩΝ ΑΘΗΝΑ, 23.— Οί γυναίκες καί τά παιδιά δημοσίων ύπαλλήλων πού άποβίωσαν έχοντας κατά τήν 15 ή 20 ετών ύπηρεσία, θά συνταξιοδοτούνται. Η ρύθμιση περιλαμβάνεται σέ νομοσχέδιο πού κατατέθηκε στή Βουλή καί άφορά όλες τίς περιπτώσεις πού έχουν έκκρεμεί άπό τό 1975 καί μετά. Η ΣΥΝΕΛΕΥΣΗ ΤΩΝ ΣΥΝΤΑΞΙΟΥΧΩΝ ΑΡΤΕΡΓΑΤΩΝ ΑΘΗΝΑ, 23.— Οί συνταξιούχοι άρτεργάτες τής Αθήνας, τού Πειραιά καί άπό τούς γύρω δήμους, θά κάνουν καί φέτος τή γενική συνέλευσή τους. Μέ άπόφαση τού νομάρχη Θεσσαλονίκης καθορίζονται οί νέες άνώτατες τιμές πωλήσεως τού γάλακτος, βουτύρου καί γιαουρτιού στά γαλακτοπωλεία καί στά παρόμοια καταστήματα τής πόλεως. Συγκεκριμένα τό γάλα παστεριωμένο σέ φιάλες πωλείται πρός δραχμές 10,50 τό κιλό, τό βούτυρο άγελάδος πρός δραχμές 140 τό κιλό καί τό γιαούρτι άγελάδος πρός δραχμές 9,50 τό κεσεδάκι. Οί παραβάτες θά τιμωρούνται σύμφωνα μέ τίς διατάξεις τού άγορανομικού κώδικα. Η άπόφαση ίσχύει άπό τή δημοσίευσή της. Οί καταστηματάρχες ύποχρεούνται νά άναρτούν σέ έμφανές σημείο τόν τιμοκατάλογο. Τά δείγματα θά λαμβάνονται άπό τά όργανα τής άγορανομίας γιά έλεγχο ποιότητος καί λιποπεριεκτικότητος. Γιά τό γάλα πού πωλείται χύμα ή τιμή καθορίζεται σέ δραχμές 9,80 τό κιλό. ΠΡΟΑΓΩΓΕΣ ΥΠΑΛΛΗΛΩΝ ΤΟΥ ΥΠΟΥΡΓΕΙΟΥ ΟΙΚΟΝΟΜΙΚΩΝ ΔΗΜΟΣΙΕΥΘΗΚΑΝ ΣΤΗΝ «ΕΦΗΜΕΡΙΔΑ ΤΗΣ ΚΥΒΕΡΝΗΣΕΩΣ» Μέ άπόφαση τού όργανισμού τού υπουργείου οίκονομικών δημοσιεύθηκαν στό ΦΕΚ οί προαγωγές τών ύπαλλήλων. Στό βαθμό τού τμηματάρχη Α΄ προάγονται οί: Γεώργιος Παπαδόπουλος, Αθανάσιος Νικολαΐδης, Ευάγγελος Κωνσταντίνου, Δημήτριος Ιωάννου, Μαρία Σταματίου, Ελένη Παπαγεωργίου. Στό βαθμό τού είσηγητή οί: Νικόλαος Δημητρίου, Ιωάννης Αλεξίου, Σοφία Καραγιάννη, Βασίλειος Θεοδωρίδης, Αναστασία Μιχαηλίδου, Χρήστος Λαζαρίδης. Στό βαθμό τού γραμματέα οί: Κωνσταντίνος Αντωνίου, Παναγιώτης Σωτηρίου, Αικατερίνη Γεωργίου, Στέλιος Ευθυμίου. Οί προαγωγές ίσχύουν άπό τήν ήμερομηνία δημοσιεύσεως τής άποφάσεως. Οί προαχθέντες τοποθετούνται στίς ύπηρεσίες πού ύπηρετούν. ΟΤΕ ΟΡΓΑΝΙΣΜΟΣ ΤΗΛΕΠΙΚΟΙΝΩΝΙΩΝ ΤΗΣ ΕΛΛΑΔΟΣ Α.Ε. ΑΓΟΡΑ ΟΙΚΟΠΕΔΩΝ Ο Ο.Τ.Ε. Α.Ε. δέχεται προσφορές γιά τήν άγορά οίκοπέδων στίς περιοχές Κοινότητας Περιστεράς. Τά οίκόπεδα πρέπει νά έχουν έλάχιστο πρόσωπο 30 μέτρων καί έμβαδόν άνω τών 1.000 τετρ. μέτρων. Οί προσφορές υποβάλλονται μέχρι 15 Φεβρουαρίου. ΕΚΠΟΙΗΣΗ ΑΚΙΝΗΤΩΝ Ο.Π.Α.Ι.Ε. Εκτίθενται είς δημόσιον πλειοδοτικόν διαγωνισμόν πρός έκποίησιν τά κάτωθι άκίνητα τού Οργανισμού. 1. Τό 1/2 έξ άδιαιρέτου ένός άκινήτου έπί τής όδού Θυμιόπουλου, έκτάσεως 120 τετρ. μέτρων. 2. Τό 81/162 έξ άδιαιρέτου ένός άκινήτου έπί τής όδού Αριστοτέλους. 3. Ενα οίκόπεδο έπί τής όδού Κων/νου Μελενίκου. Ο διαγωνισμός θά διεξαχθεί στά γραφεία τού Οργανισμού τήν 10η Φεβρουαρίου, ώρα 10-11 π.μ. Πληροφορίες στά γραφεία τού Ο.Π.Α.Ι.Ε. Εκ τού Ο.Π.Α.Ι.Ε. ΕΡΓΟΛΗΠΤΕΣ ΚΑΙ ΤΟΠΟΓΡΑΦΟΙ: Όλοι οί έπαγγελματίες πού καταγράφουν οίκόπεδα σέ δήμους καί κοινότητες νά άπευθυνθούν στήν ΠΑΝΕΛΛΗΝΙΑ ΕΝΩΣΗ ΕΡΓΟΛΗΠΤΩΝ ΚΑΙ ΤΟΠΟΓΡΑΦΩΝ. Η HELLAS CAN Α.Ε. ζητεί υπάλληλον Θέλει νά είναι έκ Θεσσαλονίκης. ΠΛΗΡΟΦΟΡΙΑΙ: Τηλ. 798-205, 798-177, 798-521 xyxy=(0,0,408,2324)
ote-plots-ad xyxy=(638,884,972,1103)
declarations-banner: ΔΙΑΚΗΡΥΞΕΙΣ xyxy=(1199,457,1583,517)
promotions-headline: ΠΡΟΑΓΩΓΕΣ ΥΠΑΛΛΗΛΩΝ ΤΟΥ ΥΠΟΥΡΓΕΙΟΥ ΟΙΚΟΝΟΜΙΚΩΝ ΔΗΜΟΣΙΕΥΘΗΚΑΝ ΣΤΗΝ «ΕΦΗΜΕΡΙΔΑ ΤΗΣ ΚΥΒΕΡΝΗΣΕΩΣ» xyxy=(11,741,397,787)
decl3-text: Αναβάλλεται ή έκποίηση τών έλιών τού άγροκτήματος γιά τίς 28 Ιανουαρίου. xyxy=(1396,638,1583,679)
opaie-title: ΕΚΠΟΙΗΣΗ ΑΚΙΝΗΤΩΝ Ο.Π.Α.Ι.Ε. xyxy=(34,1131,374,1197)
ote-plots-footer: Γιά περισσότερες πληροφορίες παρακαλούμε νά άπευθυνθείτε στό Τμήμα Ακινήτων τού ΟΤΕ. xyxy=(646,1063,964,1090)
production-year: 1966 xyxy=(858,341,885,354)
sale-title: ΠΩΛΟΥΝΤΑΙ xyxy=(432,1064,611,1098)
decl2-title: ΑΓΟΡΑ ΑΚΑΛΥΠΤΟΥ ΧΩΡΟΥ xyxy=(1405,515,1574,529)
tourism-text: ΑΘΗΝΑ, 23.— Τόν ΕΟΤ θά έκπροσωπήσει στήν διεθνή όργάνωση ό γενικός γραμματέας. xyxy=(1199,326,1386,367)
production-row xyxy=(853,341,966,355)
production-kg: 9.378.000 xyxy=(896,355,953,368)
pensioners-text: ΑΘΗΝΑ, 23.— Οί γυναίκες καί τά παιδιά δημοσίων ύπαλλήλων πού άποβίωσαν έχοντας κατά τήν 15 ή 20 ετών ύπηρεσία, θά συνταξιοδοτούνται. xyxy=(8,463,199,531)
meat-text: ΑΘΗΝΑ, 23.— Επιτρέπεται στούς κτηνοτρόφους νά συνεταιρισθούν καί νά πουλούν τά κρέατα στούς διανομείς. xyxy=(424,46,619,100)
